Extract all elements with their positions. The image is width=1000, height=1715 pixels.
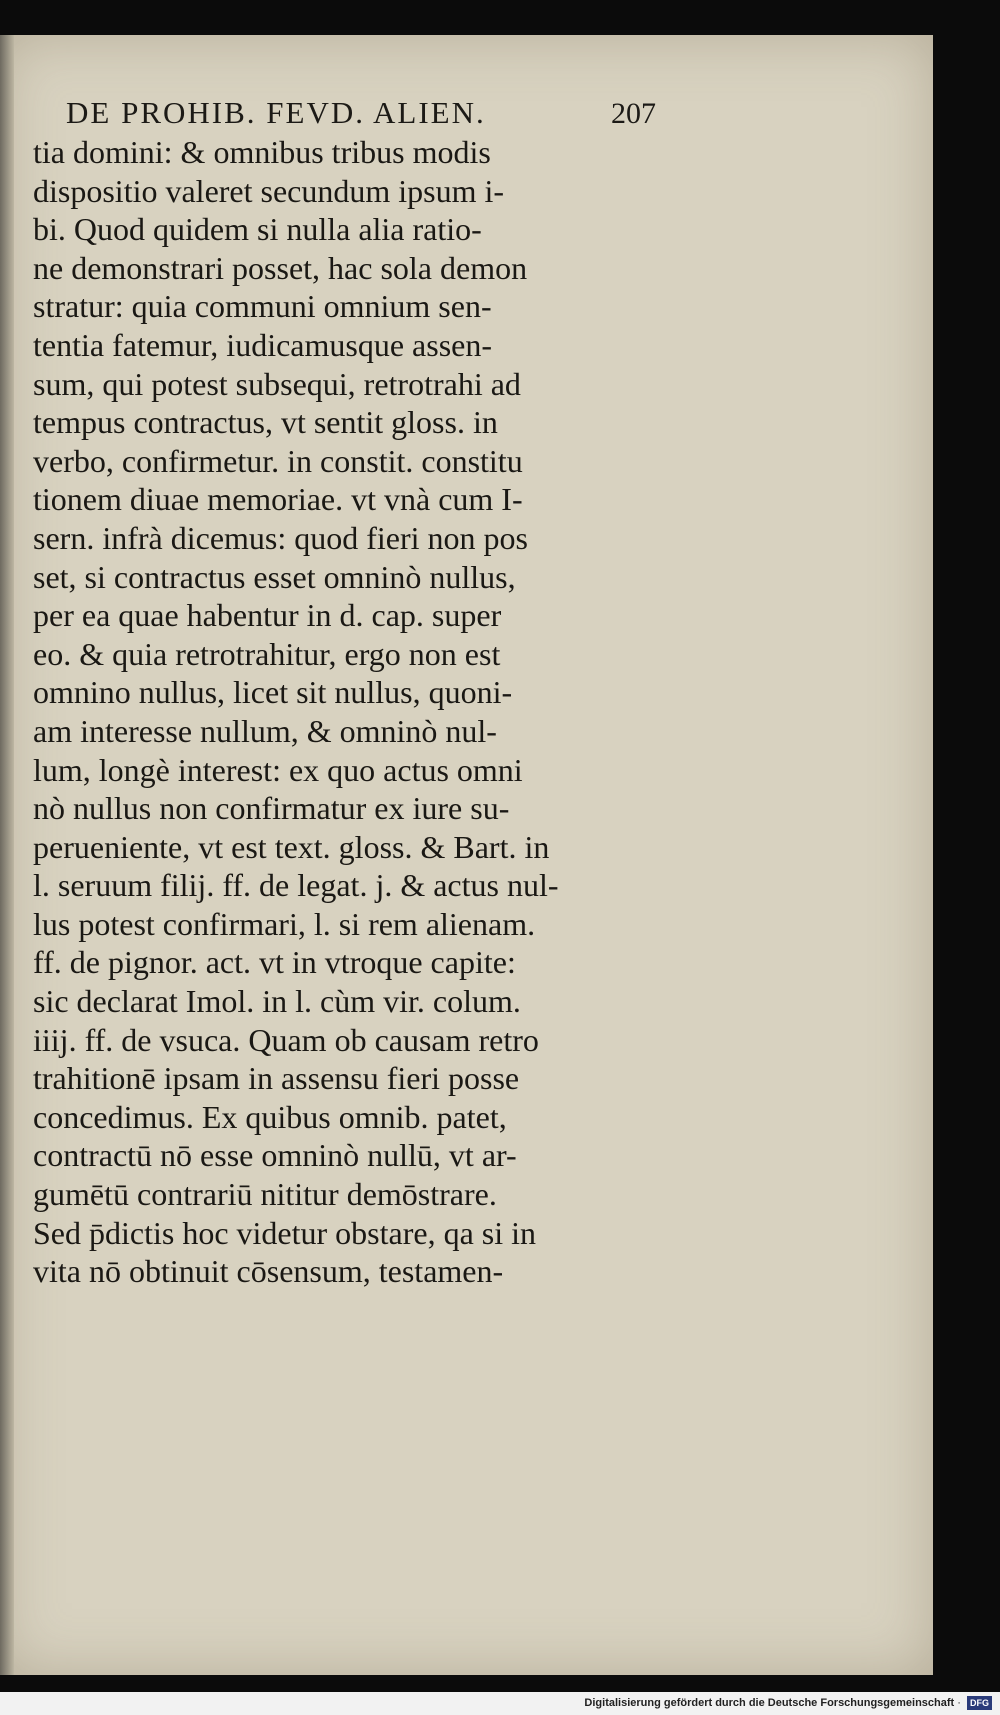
text-line: dispositio valeret secundum ipsum i- [33, 172, 505, 209]
text-line: tempus contractus, vt sentit gloss. in [33, 404, 498, 441]
text-line: tia domini: & omnibus tribus modis [33, 134, 491, 170]
text-line: sic declarat Imol. in l. cùm vir. colum. [33, 983, 521, 1020]
text-line: contractū nō esse omninò nullū, vt ar- [33, 1137, 517, 1174]
text-line: omnino nullus, licet sit nullus, quoni- [33, 674, 513, 711]
text-line: eo. & quia retrotrahitur, ergo non est [33, 635, 501, 672]
text-line: set, si contractus esset omninò nullus, [33, 558, 516, 595]
running-head-title: DE PROHIB. FEVD. ALIEN. [66, 95, 486, 130]
text-line: trahitionē ipsam in assensu fieri posse [33, 1060, 520, 1097]
text-line: tentia fatemur, iudicamusque assen- [33, 326, 492, 363]
text-line: gumētū contrariū nititur demōstrare. [33, 1176, 497, 1213]
digitization-credit-bar: Digitalisierung gefördert durch die Deutsche Forschungsgemeinschaft · DFG [0, 1692, 1000, 1715]
body-text [33, 133, 633, 1291]
text-line: stratur: quia communi omnium sen- [33, 288, 492, 325]
page-number: 207 [611, 97, 656, 130]
text-line: ff. de pignor. act. vt in vtroque capite: [33, 944, 516, 981]
text-line: lum, longè interest: ex quo actus omni [33, 751, 523, 788]
text-line: am interesse nullum, & omninò nul- [33, 712, 497, 749]
text-line: nò nullus non confirmatur ex iure su- [33, 790, 510, 827]
text-line: perueniente, vt est text. gloss. & Bart. in [33, 828, 550, 865]
text-line: sern. infrà dicemus: quod fieri non pos [33, 519, 528, 556]
text-line: lus potest confirmari, l. si rem alienam. [33, 905, 536, 942]
text-line: bi. Quod quidem si nulla alia ratio- [33, 211, 482, 248]
book-page [0, 35, 933, 1675]
running-head [66, 95, 656, 131]
text-line: verbo, confirmetur. in constit. constitu [33, 442, 523, 479]
text-line: concedimus. Ex quibus omnib. patet, [33, 1098, 507, 1135]
text-line: l. seruum filij. ff. de legat. j. & actus nul- [33, 867, 559, 904]
digitization-credit: Digitalisierung gefördert durch die Deutsche Forschungsgemeinschaft [584, 1697, 955, 1709]
text-line: Sed p̄dictis hoc videtur obstare, qa si in [33, 1214, 537, 1251]
page-binding-edge [0, 35, 14, 1675]
text-line: vita nō obtinuit cōsensum, testamen- [33, 1253, 504, 1290]
text-line: ne demonstrari posset, hac sola demon [33, 249, 528, 286]
dfg-logo: DFG [967, 1696, 992, 1710]
text-line: iiij. ff. de vsuca. Quam ob causam retro [33, 1021, 539, 1058]
text-line: sum, qui potest subsequi, retrotrahi ad [33, 365, 521, 402]
text-line: tionem diuae memoriae. vt vnà cum I- [33, 481, 523, 518]
text-line: per ea quae habentur in d. cap. super [33, 597, 502, 634]
